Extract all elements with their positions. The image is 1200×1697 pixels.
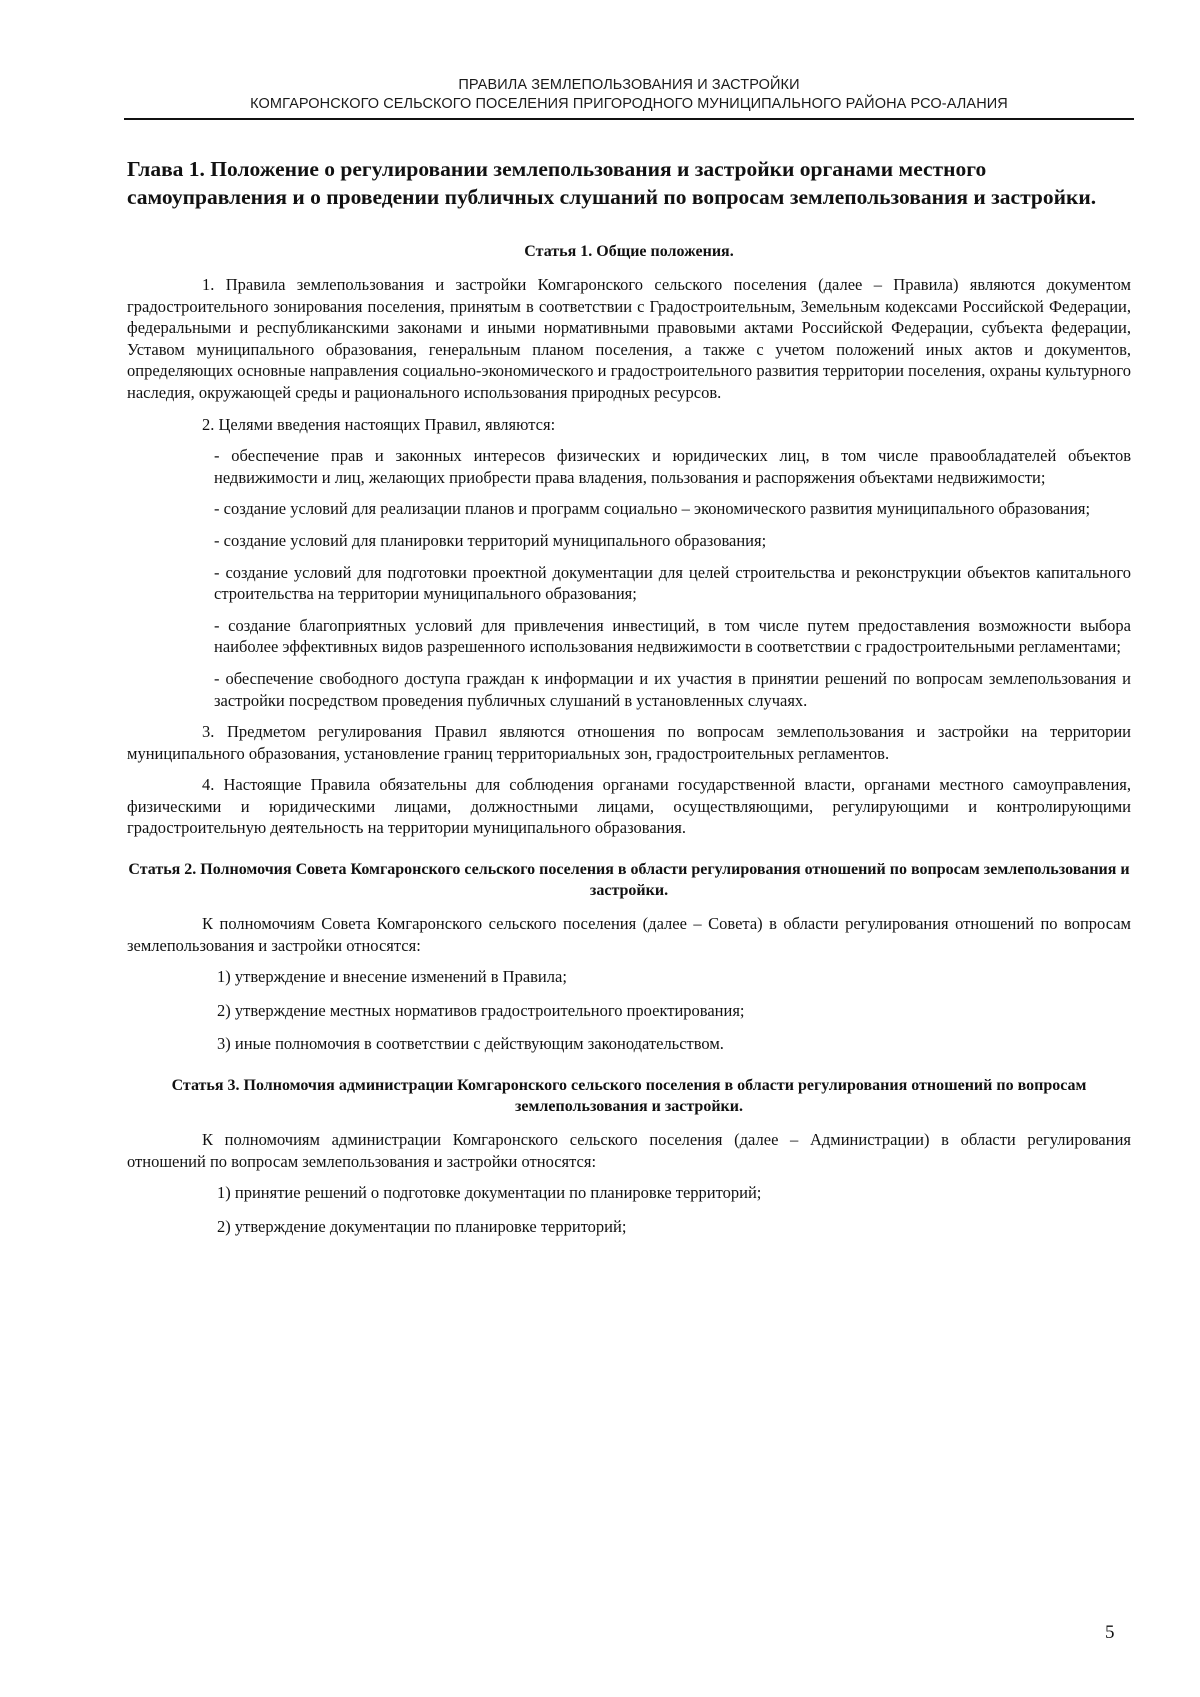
page-number: 5 <box>1105 1622 1115 1643</box>
article-2-intro: К полномочиям Совета Комгаронского сельского поселения (далее – Совета) в области регулирования отношений по вопросам землепользования и застройки относятся: <box>127 914 1131 955</box>
header-rule <box>124 118 1134 120</box>
list-item: 3) иные полномочия в соответствии с действующим законодательством. <box>217 1034 724 1054</box>
list-item: 2) утверждение документации по планировке территорий; <box>217 1216 627 1236</box>
list-item: 2) утверждение местных нормативов градостроительного проектирования; <box>217 1000 745 1020</box>
article-1-paragraph-2: 2. Целями введения настоящих Правил, являются: <box>202 414 556 434</box>
article-2-title: Статья 2. Полномочия Совета Комгаронского сельского поселения в области регулирования отношений по вопросам землепользования и застройки. <box>128 861 1130 900</box>
list-item: 1) принятие решений о подготовке документации по планировке территорий; <box>217 1183 762 1203</box>
list-item: - обеспечение прав и законных интересов физических и юридических лиц, в том числе правообладателей объектов недвижимости и лиц, желающих приобрести права владения, пользования и распоряжения объектами недвижимости; <box>214 446 1131 487</box>
article-1-title: Статья 1. Общие положения. <box>524 243 734 260</box>
header-line-2: КОМГАРОНСКОГО СЕЛЬСКОГО ПОСЕЛЕНИЯ ПРИГОРОДНОГО МУНИЦИПАЛЬНОГО РАЙОНА РСО-АЛАНИЯ <box>250 96 1008 112</box>
article-3-intro: К полномочиям администрации Комгаронского сельского поселения (далее – Администрации) в области регулирования отношений по вопросам землепользования и застройки относятся: <box>127 1130 1131 1171</box>
article-1-paragraph-4: 4. Настоящие Правила обязательны для соблюдения органами государственной власти, органами местного самоуправления, физическими и юридическими лицами, должностными лицами, осуществляющими, регулирующими и контролирующими градостроительную деятельность на территории муниципального образования. <box>127 775 1131 838</box>
page-content <box>127 155 1131 1249</box>
article-1-paragraph-1: 1. Правила землепользования и застройки Комгаронского сельского поселения (далее – Правила) являются документом градостроительного зонирования поселения, принятым в соответствии с Градостроительным, Земельным кодексами Российской Федерации, федеральными и республиканскими законами и иными нормативными правовыми актами Российской Федерации, субъекта федерации, Уставом муниципального образования, генеральным планом поселения, а также с учетом положений иных актов и документов, определяющих основные направления социально-экономического и градостроительного развития территории поселения, охраны культурного наследия, окружающей среды и рационального использования природных ресурсов. <box>127 275 1131 402</box>
list-item: - создание условий для реализации планов и программ социально – экономического развития муниципального образования; <box>214 499 1091 519</box>
list-item: - создание условий для подготовки проектной документации для целей строительства и реконструкции объектов капитального строительства на территории муниципального образования; <box>214 562 1131 604</box>
list-item: - создание условий для планировки территорий муниципального образования; <box>214 530 767 550</box>
article-1-paragraph-3: 3. Предметом регулирования Правил являются отношения по вопросам землепользования и застройки на территории муниципального образования, установление границ территориальных зон, градостроительных регламентов. <box>127 722 1131 763</box>
list-item: - обеспечение свободного доступа граждан к информации и их участия в принятии решений по вопросам землепользования и застройки посредством проведения публичных слушаний в установленных случаях. <box>214 668 1131 710</box>
running-header <box>124 76 1134 114</box>
article-3-title: Статья 3. Полномочия администрации Комгаронского сельского поселения в области регулирования отношений по вопросам землепользования и застройки. <box>171 1077 1087 1116</box>
chapter-title: Глава 1. Положение о регулировании землепользования и застройки органами местного самоуправления и о проведении публичных слушаний по вопросам землепользования и застройки. <box>127 157 1097 209</box>
header-line-1: ПРАВИЛА ЗЕМЛЕПОЛЬЗОВАНИЯ И ЗАСТРОЙКИ <box>458 77 800 93</box>
list-item: 1) утверждение и внесение изменений в Правила; <box>217 967 567 987</box>
list-item: - создание благоприятных условий для привлечения инвестиций, в том числе путем предоставления возможности выбора наиболее эффективных видов разрешенного использования недвижимости в соответствии с градостроительными регламентами; <box>214 615 1131 657</box>
